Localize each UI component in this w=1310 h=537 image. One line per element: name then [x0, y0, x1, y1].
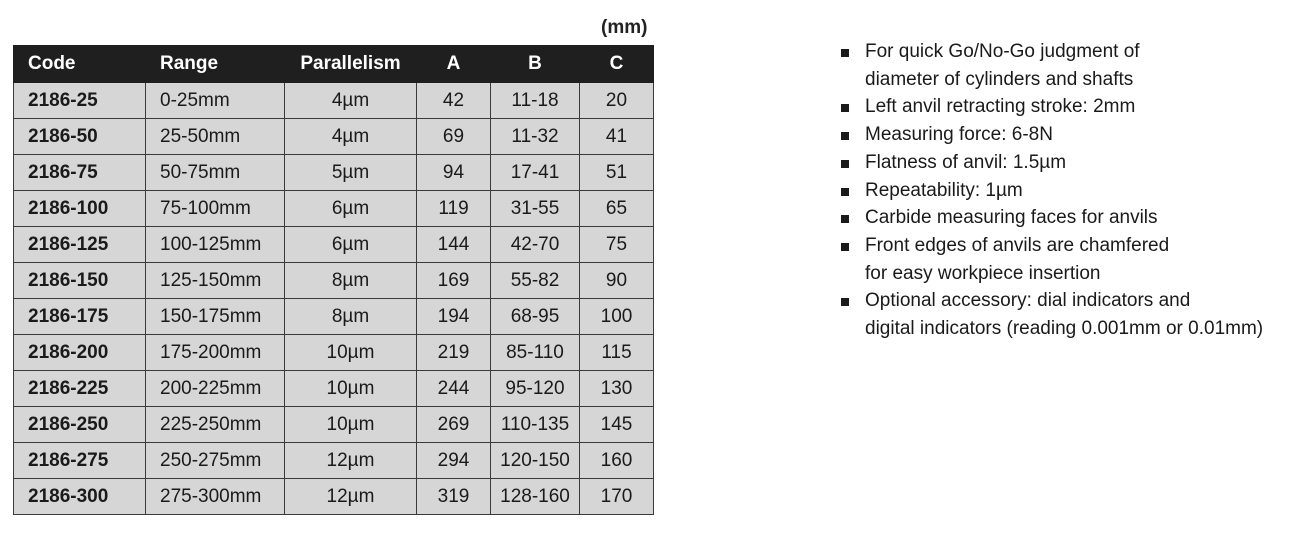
cell-range: 250-275mm [146, 443, 285, 479]
cell-a: 244 [417, 371, 491, 407]
feature-item [838, 177, 1263, 205]
cell-a: 119 [417, 191, 491, 227]
cell-parallelism: 8µm [285, 299, 417, 335]
table-row [14, 119, 654, 155]
cell-parallelism: 12µm [285, 443, 417, 479]
cell-b: 55-82 [491, 263, 580, 299]
cell-b: 68-95 [491, 299, 580, 335]
cell-parallelism: 10µm [285, 335, 417, 371]
cell-range: 150-175mm [146, 299, 285, 335]
table-row [14, 83, 654, 119]
cell-c: 170 [580, 479, 654, 515]
cell-a: 294 [417, 443, 491, 479]
table-row [14, 479, 654, 515]
square-bullet-icon [841, 243, 849, 251]
cell-parallelism: 6µm [285, 191, 417, 227]
header-c: C [580, 46, 654, 83]
cell-c: 41 [580, 119, 654, 155]
header-a: A [417, 46, 491, 83]
cell-b: 17-41 [491, 155, 580, 191]
cell-c: 130 [580, 371, 654, 407]
table-row [14, 263, 654, 299]
cell-a: 219 [417, 335, 491, 371]
cell-c: 90 [580, 263, 654, 299]
cell-range: 125-150mm [146, 263, 285, 299]
cell-range: 175-200mm [146, 335, 285, 371]
cell-code: 2186-250 [14, 407, 146, 443]
cell-parallelism: 4µm [285, 83, 417, 119]
feature-text-line: Flatness of anvil: 1.5µm [865, 151, 1067, 173]
cell-a: 269 [417, 407, 491, 443]
cell-a: 69 [417, 119, 491, 155]
feature-text-line: Carbide measuring faces for anvils [865, 207, 1158, 229]
cell-range: 225-250mm [146, 407, 285, 443]
cell-c: 115 [580, 335, 654, 371]
cell-parallelism: 6µm [285, 227, 417, 263]
cell-range: 0-25mm [146, 83, 285, 119]
header-parallelism: Parallelism [285, 46, 417, 83]
table-row [14, 155, 654, 191]
unit-label: (mm) [601, 17, 648, 38]
table-row [14, 407, 654, 443]
cell-code: 2186-100 [14, 191, 146, 227]
cell-c: 75 [580, 227, 654, 263]
table-row [14, 335, 654, 371]
cell-parallelism: 10µm [285, 371, 417, 407]
feature-item [838, 287, 1263, 342]
header-range: Range [146, 46, 285, 83]
table-row [14, 191, 654, 227]
cell-b: 11-18 [491, 83, 580, 119]
square-bullet-icon [841, 298, 849, 306]
cell-code: 2186-225 [14, 371, 146, 407]
spec-table [13, 45, 654, 515]
table-row [14, 299, 654, 335]
table-header-row [14, 46, 654, 83]
feature-text-line: For quick Go/No-Go judgment of [865, 41, 1140, 62]
cell-range: 50-75mm [146, 155, 285, 191]
feature-text-line: for easy workpiece insertion [865, 262, 1101, 284]
cell-range: 75-100mm [146, 191, 285, 227]
feature-item [838, 232, 1263, 287]
feature-text-line: Repeatability: 1µm [865, 179, 1023, 201]
cell-parallelism: 10µm [285, 407, 417, 443]
cell-c: 20 [580, 83, 654, 119]
square-bullet-icon [841, 160, 849, 168]
cell-b: 85-110 [491, 335, 580, 371]
table-row [14, 227, 654, 263]
feature-list [838, 38, 1263, 343]
cell-code: 2186-50 [14, 119, 146, 155]
cell-range: 200-225mm [146, 371, 285, 407]
feature-text-line: Left anvil retracting stroke: 2mm [865, 96, 1136, 118]
feature-item [838, 149, 1263, 177]
cell-code: 2186-75 [14, 155, 146, 191]
header-b: B [491, 46, 580, 83]
cell-a: 319 [417, 479, 491, 515]
cell-b: 95-120 [491, 371, 580, 407]
cell-code: 2186-125 [14, 227, 146, 263]
square-bullet-icon [841, 132, 849, 140]
feature-item [838, 204, 1263, 232]
cell-range: 25-50mm [146, 119, 285, 155]
cell-b: 128-160 [491, 479, 580, 515]
square-bullet-icon [841, 188, 849, 196]
feature-text-line: Front edges of anvils are chamfered [865, 234, 1170, 256]
cell-parallelism: 12µm [285, 479, 417, 515]
cell-a: 42 [417, 83, 491, 119]
feature-item [838, 38, 1263, 93]
cell-parallelism: 4µm [285, 119, 417, 155]
table-row [14, 443, 654, 479]
feature-item [838, 93, 1263, 121]
cell-b: 120-150 [491, 443, 580, 479]
feature-item [838, 121, 1263, 149]
cell-a: 194 [417, 299, 491, 335]
cell-b: 11-32 [491, 119, 580, 155]
cell-b: 31-55 [491, 191, 580, 227]
cell-c: 145 [580, 407, 654, 443]
cell-a: 169 [417, 263, 491, 299]
cell-a: 94 [417, 155, 491, 191]
cell-parallelism: 5µm [285, 155, 417, 191]
square-bullet-icon [841, 104, 849, 112]
cell-code: 2186-25 [14, 83, 146, 119]
cell-c: 100 [580, 299, 654, 335]
cell-a: 144 [417, 227, 491, 263]
feature-text-line: digital indicators (reading 0.001mm or 0.01mm) [865, 318, 1264, 340]
feature-text-line: diameter of cylinders and shafts [865, 68, 1134, 90]
square-bullet-icon [841, 215, 849, 223]
square-bullet-icon [841, 49, 849, 57]
header-code: Code [14, 46, 146, 83]
cell-b: 42-70 [491, 227, 580, 263]
table-body [14, 83, 654, 515]
cell-c: 65 [580, 191, 654, 227]
table-row [14, 371, 654, 407]
cell-code: 2186-150 [14, 263, 146, 299]
cell-range: 100-125mm [146, 227, 285, 263]
cell-c: 51 [580, 155, 654, 191]
feature-text-line: Optional accessory: dial indicators and [865, 290, 1191, 312]
cell-range: 275-300mm [146, 479, 285, 515]
cell-code: 2186-175 [14, 299, 146, 335]
cell-parallelism: 8µm [285, 263, 417, 299]
cell-c: 160 [580, 443, 654, 479]
cell-code: 2186-200 [14, 335, 146, 371]
cell-code: 2186-275 [14, 443, 146, 479]
cell-b: 110-135 [491, 407, 580, 443]
feature-text-line: Measuring force: 6-8N [865, 124, 1053, 146]
cell-code: 2186-300 [14, 479, 146, 515]
